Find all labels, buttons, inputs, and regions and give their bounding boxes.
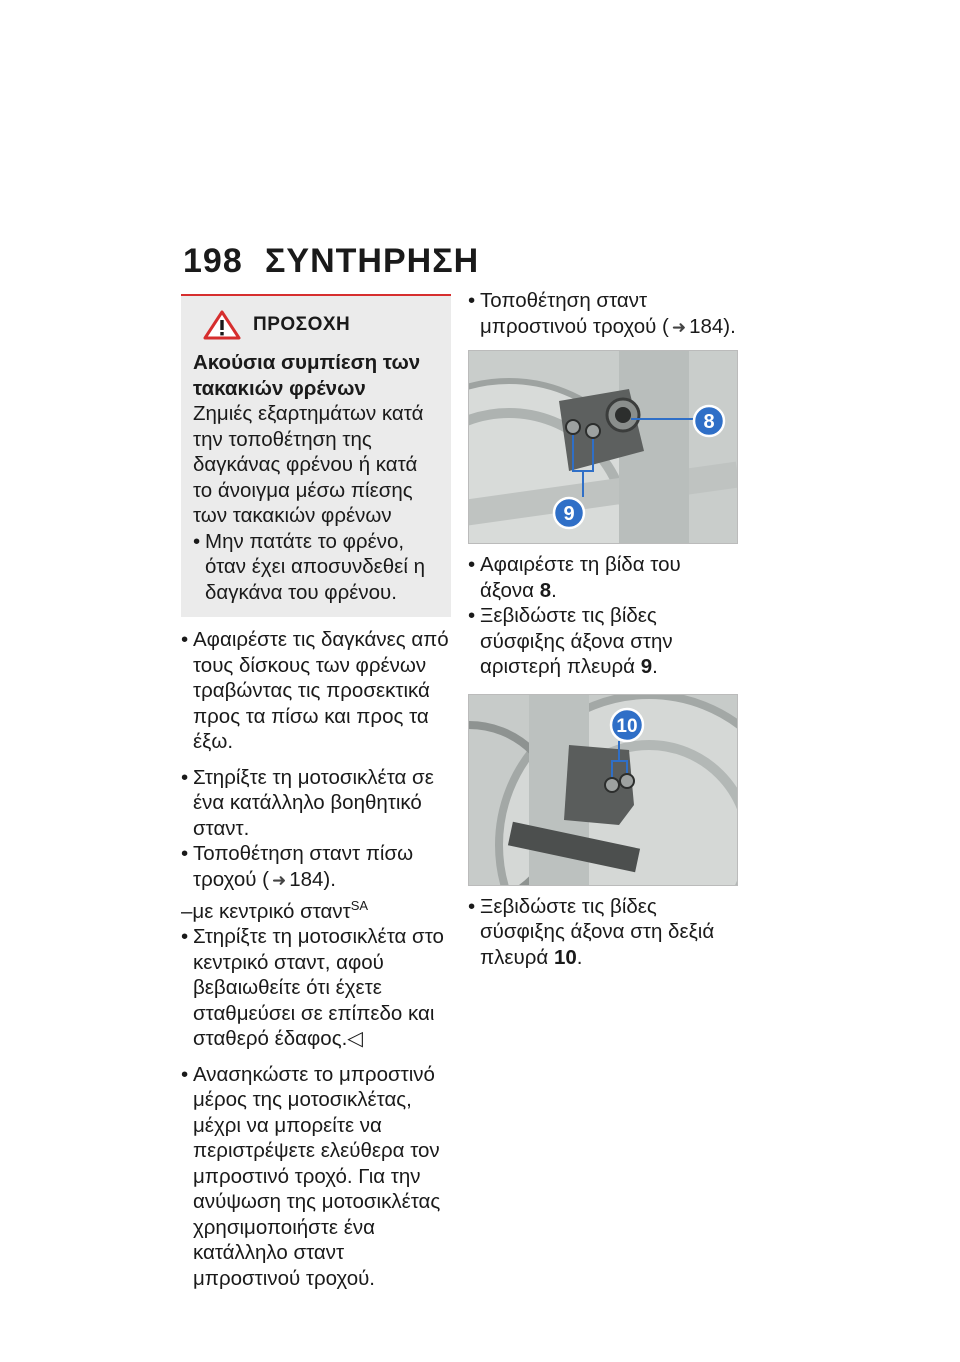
callout-10-label: 10 [616, 715, 638, 737]
step-support-motorcycle: • Στηρίξτε τη μοτοσικλέτα σε ένα κατάλληλο βοηθητικό σταντ. [181, 765, 451, 842]
ref-number-9: 9 [640, 655, 653, 678]
warning-bullet: • Μην πατάτε το φρένο, όταν έχει αποσυνδεθεί η δαγκάνα του φρένου. [193, 529, 439, 606]
figure-axle-left [468, 350, 738, 544]
special-equipment-marker: SA [350, 898, 369, 913]
end-mark-icon: ◁ [347, 1027, 364, 1051]
step-rear-stand [181, 841, 451, 893]
period: . [576, 945, 583, 969]
rear-stand-page-ref[interactable]: 184). [289, 867, 336, 891]
step-center-stand-text: Στηρίξτε τη μοτοσικλέτα στο κεντρικό σταντ, αφού βεβαιωθείτε ότι έχετε σταθμεύσει σε επίπεδο και σταθερό έδαφος. [193, 925, 444, 1051]
front-stand-page-ref[interactable]: 184). [689, 314, 736, 338]
step-front-stand-text: Τοποθέτηση σταντ μπροστινού τροχού [480, 289, 657, 338]
step-rear-stand-text: Τοποθέτηση σταντ πίσω τροχού [193, 842, 414, 891]
warning-triangle-icon [203, 310, 241, 340]
step-front-stand [468, 288, 740, 340]
warning-heading: Ακούσια συμπίεση των τακακιών φρένων [193, 351, 421, 400]
option-center-stand [181, 893, 451, 924]
callout-9-label: 9 [563, 503, 575, 525]
warning-text: Ζημιές εξαρτημάτων κατά την τοποθέτηση της δαγκάνας φρένου ή κατά το άνοιγμα μέσω πίεσης των τακακιών φρένων [193, 402, 424, 527]
warning-label: ΠΡΟΣΟΧΗ [253, 314, 351, 336]
page-reference-arrow-icon[interactable]: ➜ [271, 870, 287, 890]
step-remove-axle-bolt-text: Αφαιρέστε τη βίδα του άξονα [480, 553, 681, 602]
step-loosen-left-clamp-text: Ξεβιδώστε τις βίδες σύσφιξης άξονα στην αριστερή πλευρά [480, 604, 673, 678]
page-header [183, 242, 479, 281]
warning-box [181, 294, 451, 617]
step-loosen-right-clamp [468, 894, 740, 971]
right-column [468, 288, 740, 970]
step-loosen-left-clamp [468, 603, 740, 680]
step-remove-axle-bolt [468, 552, 740, 603]
page-reference-arrow-icon[interactable]: ➜ [671, 317, 687, 337]
option-center-stand-text: –με κεντρικό σταντ [181, 899, 351, 923]
left-column [181, 294, 451, 1291]
axle-right-illustration [469, 695, 737, 885]
figure-axle-right [468, 694, 738, 886]
period: . [551, 578, 557, 602]
callout-8-label: 8 [703, 411, 715, 433]
axle-left-illustration [469, 351, 737, 543]
page-number: 198 [183, 242, 243, 280]
chapter-title: ΣΥΝΤΗΡΗΣΗ [265, 242, 480, 280]
step-lift-front: • Ανασηκώστε το μπροστινό μέρος της μοτοσικλέτας, μέχρι να μπορείτε να περιστρέψετε ελεύθερα τον μπροστινό τροχό. Για την ανύψωση της μοτοσικλέτας χρησιμοποιήστε ένα κατάλληλο σταντ μπροστινού τροχού. [181, 1062, 451, 1292]
period: . [652, 655, 658, 678]
ref-open: ( [262, 867, 269, 891]
warning-header [193, 310, 439, 340]
ref-number-8: 8 [539, 578, 552, 602]
step-remove-calipers: • Αφαιρέστε τις δαγκάνες από τους δίσκους των φρένων τραβώντας τις προσεκτικά προς τα πίσω και προς τα έξω. [181, 627, 451, 755]
step-center-stand [181, 924, 451, 1052]
step-loosen-right-clamp-text: Ξεβιδώστε τις βίδες σύσφιξης άξονα στη δεξιά πλευρά [480, 894, 715, 969]
ref-open: ( [662, 314, 669, 338]
ref-number-10: 10 [553, 945, 577, 969]
